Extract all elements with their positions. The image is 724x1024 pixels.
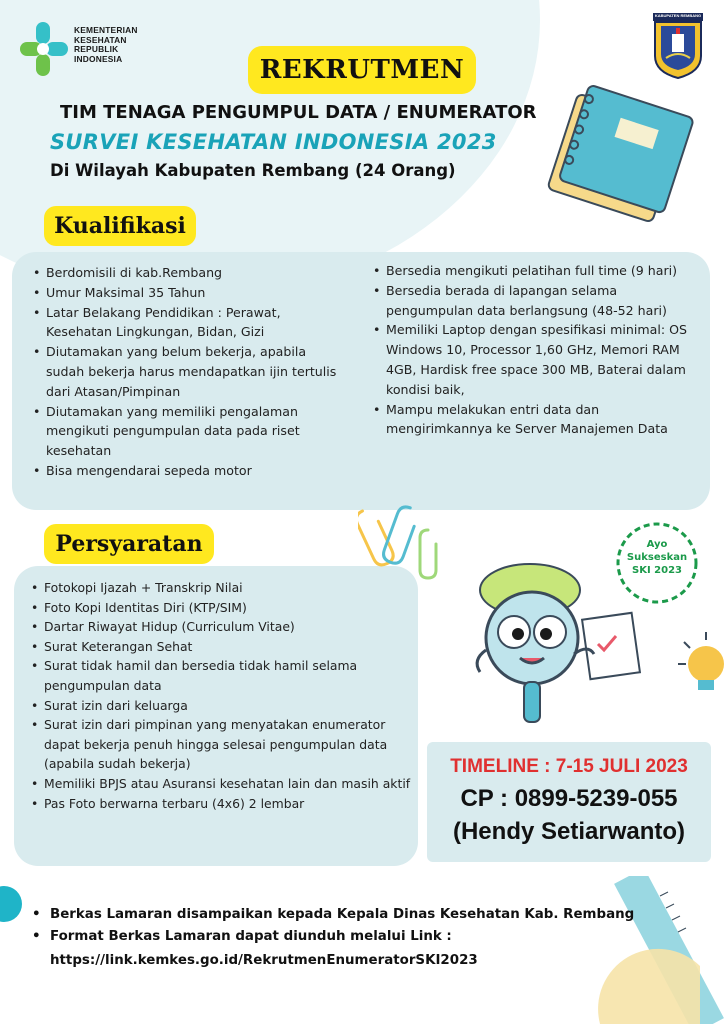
persyaratan-heading: Persyaratan: [44, 524, 214, 564]
ayo-sukseskan-badge: Ayo Sukseskan SKI 2023: [614, 520, 700, 606]
list-item: • Mampu melakukan entri data dan mengirimkannya ke Server Manajemen Data: [370, 400, 694, 440]
list-item: • Diutamakan yang belum bekerja, apabila sudah bekerja harus mendapatkan ijin tertulis dari Atasan/Pimpinan: [30, 342, 348, 401]
list-item: • Surat izin dari pimpinan yang menyatakan enumerator dapat bekerja penuh hingga selesai pengumpulan data (apabila sudah bekerja): [28, 715, 412, 774]
persyaratan-list: [28, 578, 412, 813]
list-item: • Dartar Riwayat Hidup (Curriculum Vitae): [28, 617, 412, 637]
kualifikasi-list-right: [370, 261, 694, 439]
list-item: • Bisa mengendarai sepeda motor: [30, 461, 348, 481]
list-item: • Foto Kopi Identitas Diri (KTP/SIM): [28, 598, 412, 618]
list-item: • Surat izin dari keluarga: [28, 696, 412, 716]
list-item: • Format Berkas Lamaran dapat diunduh melalui Link :: [30, 926, 710, 948]
list-item: • Fotokopi Ijazah + Transkrip Nilai: [28, 578, 412, 598]
mascot-illustration: [466, 560, 666, 730]
subtitle-team: TIM TENAGA PENGUMPUL DATA / ENUMERATOR: [60, 102, 537, 123]
list-item: • Latar Belakang Pendidikan : Perawat, Kesehatan Lingkungan, Bidan, Gizi: [30, 303, 348, 343]
application-link[interactable]: https://link.kemkes.go.id/RekrutmenEnumeratorSKI2023: [50, 953, 478, 968]
footer-notes: [30, 904, 710, 974]
list-item: • Umur Maksimal 35 Tahun: [30, 283, 348, 303]
subtitle-region: Di Wilayah Kabupaten Rembang (24 Orang): [50, 161, 456, 180]
lightbulb-icon: [676, 628, 724, 700]
contact-name: (Hendy Setiarwanto): [452, 818, 686, 845]
list-item: • Surat Keterangan Sehat: [28, 637, 412, 657]
kualifikasi-list-left: [30, 263, 348, 481]
list-item: • Memiliki BPJS atau Asuransi kesehatan lain dan masih aktif: [28, 774, 412, 794]
list-item: • Diutamakan yang memiliki pengalaman mengikuti pengumpulan data pada riset kesehatan: [30, 402, 348, 461]
rembang-seal: KABUPATEN REMBANG: [652, 12, 704, 80]
kualifikasi-heading: Kualifikasi: [44, 206, 196, 246]
kemenkes-wordmark: KEMENTERIAN KESEHATAN REPUBLIK INDONESIA: [74, 25, 138, 64]
rembang-crest-icon: [652, 12, 704, 80]
timeline-text: TIMELINE : 7-15 JULI 2023: [450, 756, 688, 777]
list-item: • Pas Foto berwarna terbaru (4x6) 2 lembar: [28, 794, 412, 814]
list-item: • Surat tidak hamil dan bersedia tidak hamil selama pengumpulan data: [28, 656, 412, 695]
decorative-dot: [0, 886, 22, 922]
list-item: • Berkas Lamaran disampaikan kepada Kepala Dinas Kesehatan Kab. Rembang: [30, 904, 710, 926]
kemenkes-emblem-icon: [18, 20, 72, 82]
list-item: • Bersedia berada di lapangan selama pengumpulan data berlangsung (48-52 hari): [370, 281, 694, 321]
subtitle-survey: SURVEI KESEHATAN INDONESIA 2023: [50, 130, 497, 154]
kemenkes-logo: [18, 20, 158, 82]
paperclips-illustration: [358, 500, 448, 590]
list-item: • Bersedia mengikuti pelatihan full time (9 hari): [370, 261, 694, 281]
list-item: • Berdomisili di kab.Rembang: [30, 263, 348, 283]
books-illustration: [520, 78, 710, 238]
list-item: • Memiliki Laptop dengan spesifikasi minimal: OS Windows 10, Processor 1,60 GHz, Memori RAM 4GB, Hardisk free space 300 MB, Baterai dalam kondisi baik,: [370, 320, 694, 399]
contact-phone: CP : 0899-5239-055: [460, 785, 678, 812]
page-title: REKRUTMEN: [248, 46, 476, 94]
